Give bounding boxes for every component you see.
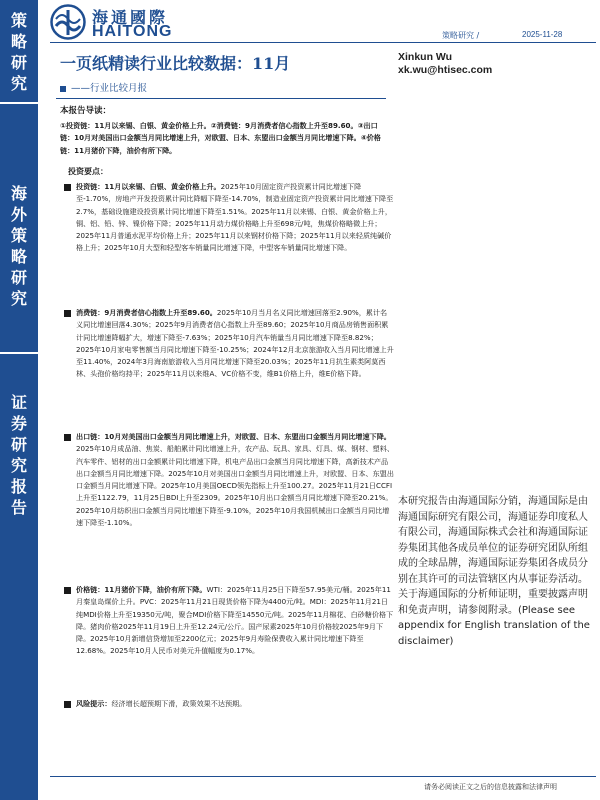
sidebar-divider — [0, 102, 38, 104]
point-body: 2025年10月成品油、焦炭、船舶累计同比增速上升，农产品、玩具、家具、灯具、煤、钢材、塑料、汽车零件、铝材的出口金额累计同比增速下降，机电产品出口金额当月同比增速下降，高新技术产品出口金额当月同比增速下降。2025年10月对美国出口金额当月同比增速上升，对欧盟、日本、东盟出口金额当月同比增速下降。2025年10月美国OECD领先指标上升至100.27。2025年11月21日CCFI上升至1122.79，11月25日BDI上升至2309。2025年10月出口金额当月同比增速下降至20.21%。2025年10月纺织出口金额当月同比增速下降至-9.10%，2025年10月我国机械出口金额当月同比增速下降至-1.10%。 — [76, 444, 394, 528]
logo-english-text: HAITONG — [92, 23, 173, 40]
points-heading: 投资要点： — [68, 167, 108, 176]
haitong-logo — [50, 4, 210, 40]
sidebar-divider — [0, 352, 38, 354]
report-type: 策略研究 / — [442, 31, 480, 40]
sidebar-category-report — [0, 392, 38, 518]
sidebar-char: 海 — [10, 184, 27, 203]
point-price-chain — [76, 584, 394, 658]
sidebar-char: 证 — [10, 393, 27, 412]
footer-divider — [50, 776, 596, 777]
bullet-square-icon — [64, 701, 71, 708]
bullet-square-icon — [64, 434, 71, 441]
subtitle-divider — [56, 98, 386, 99]
sidebar-char: 研 — [10, 53, 27, 72]
author-name: Xinkun Wu — [398, 51, 453, 63]
sidebar-char: 略 — [10, 32, 27, 51]
subtitle-square-icon — [60, 86, 66, 92]
page-title: 一页纸精读行业比较数据：11月 — [60, 54, 291, 73]
sidebar-char: 研 — [10, 268, 27, 287]
sidebar-char: 券 — [10, 414, 27, 433]
subtitle-text: ——行业比较月报 — [71, 83, 148, 94]
bullet-square-icon — [64, 184, 71, 191]
point-consumption-chain — [76, 307, 394, 381]
page-subtitle — [60, 80, 147, 94]
point-head: 风险提示： — [76, 699, 112, 708]
disclaimer-text: 本研究报告由海通国际分销，海通国际是由海通国际研究有限公司，海通证券印度私人有限公司，海通国际株式会社和海通国际证券集团其他各成员单位的证券研究团队所组成的全球品牌，海通国际证券集团各成员分别在其许可的司法管辖区内从事证券活动。关于海通国际的分析师证明，重要披露声明和免责声明，请参阅附录。(Please see appendix for English translation of the disclaimer) — [398, 496, 590, 647]
sidebar-char: 研 — [10, 435, 27, 454]
sidebar-char: 究 — [10, 456, 27, 475]
point-export-chain — [76, 431, 394, 529]
sidebar — [0, 0, 38, 800]
footer-notice: 请务必阅读正文之后的信息披露和法律声明 — [424, 783, 557, 791]
sidebar-char: 究 — [10, 74, 27, 93]
bullet-square-icon — [64, 587, 71, 594]
point-body: 2025年10月当月名义同比增速回落至2.90%，累计名义同比增速回落4.30%；2025年9月消费者信心指数上升至89.60；2025年10月商品房销售面积累计同比增速降幅扩大，增速下降至-7.63%；2025年10月汽车销量当月同比增速下降至8.82%；2025年10月家电零售额当月同比增速下降至-10.25%；2024年12月北京旅游收入当月同比增速上升至11.40%，2024年3月海南旅游收入当月同比增速下降至20.03%；2025年11月抗生素类阿莫西林、头孢价格均持平；2025年11月以来维A、VC价格不变，维B1价格上升，维E价格下降。 — [76, 308, 394, 379]
header-divider — [50, 42, 596, 43]
sidebar-char: 究 — [10, 289, 27, 308]
sidebar-category-overseas — [0, 183, 38, 309]
point-risk-warning — [76, 698, 394, 710]
guide-summary: ①投资链：11月以来锡、白银、黄金价格上升。②消费链：9月消费者信心指数上升至89.60。③出口链：10月对美国出口金额当月同比增速上升，对欧盟、日本、东盟出口金额当月同比增速下降。④价格链：11月猪价下降，油价有所下降。 — [60, 121, 381, 155]
point-investment-chain — [76, 181, 394, 255]
guide-heading: 本报告导读： — [60, 106, 112, 116]
sidebar-category-strategy — [0, 10, 38, 94]
report-date: 2025-11-28 — [522, 30, 563, 39]
sidebar-char: 外 — [10, 205, 27, 224]
bullet-square-icon — [64, 310, 71, 317]
point-head: 出口链：10月对美国出口金额当月同比增速上升，对欧盟、日本、东盟出口金额当月同比增速下降。 — [76, 432, 391, 441]
point-body: WTI：2025年11月25日下降至57.95美元/桶。2025年11月秦皇岛煤价上升。PVC：2025年11月21日现货价格下降为4400元/吨。MDI：2025年11月21日纯MDI价格上升至19350元/吨，聚合MDI价格下降至14550元/吨。2025年11月棉花、白砂糖价格下降。猪肉价格2025年11月19日上升至12.24元/公斤。国产尿素2025年10月价格较2025年9月下降。2025年10月新增信贷增加至2200亿元；2025年9月寿险保费收入累计同比增速下降至12.68%。2025年10月人民币对美元升值幅度为0.17%。 — [76, 585, 394, 656]
sidebar-char: 报 — [10, 477, 27, 496]
point-head: 投资链：11月以来锡、白银、黄金价格上升。 — [76, 182, 221, 191]
logo-chinese-text: 海通國際 — [92, 8, 169, 27]
point-body: 2025年10月固定资产投资累计同比增速下降至-1.70%，房地产开发投资累计同比降幅下降至-14.70%，制造业固定资产投资累计同比增速下降至2.7%，基础设施建设投资累计同比增速下降至1.51%。2025年11月以来锡、白银、黄金价格上升，铜、铝、铅、锌、镍价格下降；2025年11月动力煤价格略上升至698元/吨，焦煤价格略微上升；2025年11月普通水泥平均价格上升；2025年11月以来钢材价格下降；2025年11月以来轻质纯碱价格上升；2025年10月大型和轻型客车销量同比增速下降，中型客车销量同比增速下降。 — [76, 182, 394, 253]
author-email[interactable]: xk.wu@htisec.com — [398, 64, 493, 76]
sidebar-char: 策 — [10, 11, 27, 30]
sidebar-char: 略 — [10, 247, 27, 266]
point-body: 经济增长超预期下滑，政策效果不达预期。 — [111, 699, 247, 708]
haitong-logo-icon — [50, 4, 86, 40]
point-head: 消费链：9月消费者信心指数上升至89.60。 — [76, 308, 217, 317]
point-head: 价格链：11月猪价下降，油价有所下降。 — [76, 585, 207, 594]
sidebar-char: 告 — [10, 498, 27, 517]
sidebar-char: 策 — [10, 226, 27, 245]
